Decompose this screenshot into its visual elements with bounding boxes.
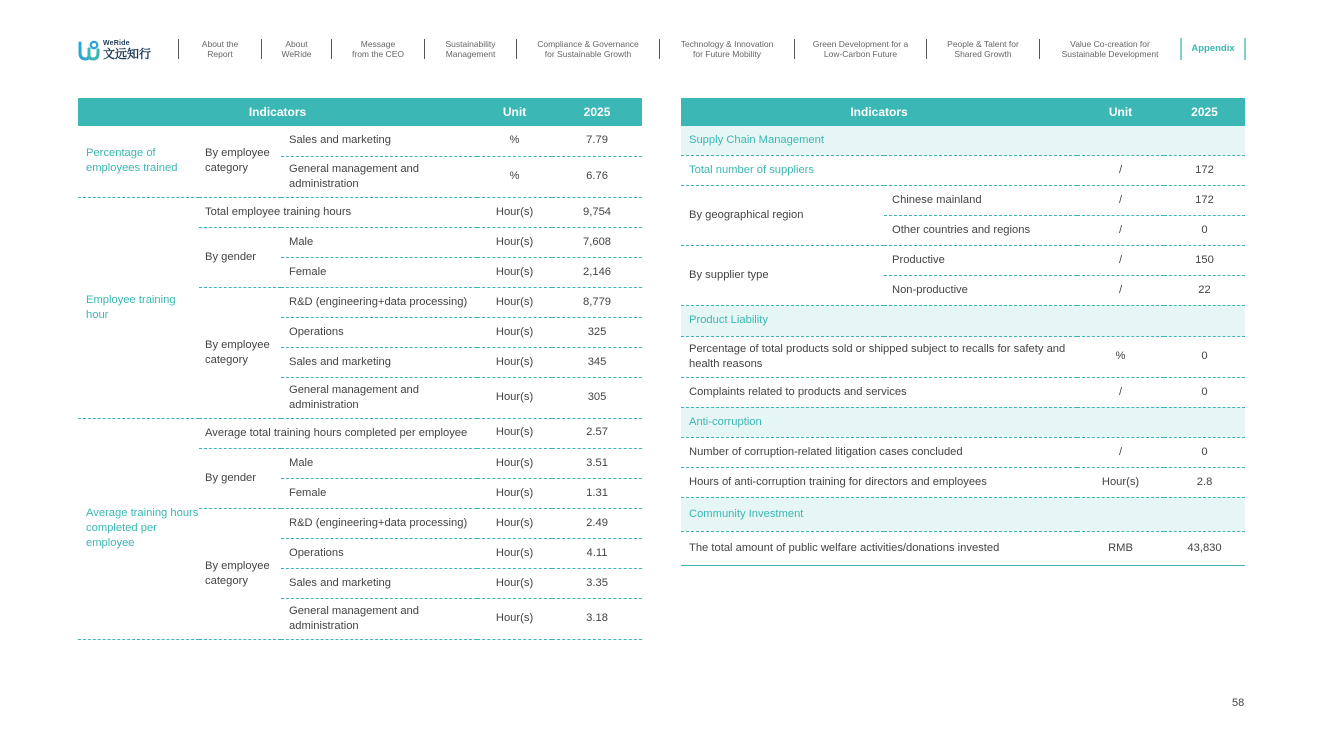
row-unit: Hour(s) xyxy=(477,568,552,598)
row-name: Productive xyxy=(884,245,1077,275)
section-row xyxy=(681,126,1245,155)
nav-about-weride[interactable]: About WeRide xyxy=(281,39,312,59)
row-unit: Hour(s) xyxy=(477,347,552,377)
row-name: Non-productive xyxy=(884,275,1077,305)
row-name: General management and administration xyxy=(281,156,477,197)
row-name: Female xyxy=(281,478,477,508)
row-value: 172 xyxy=(1164,155,1245,185)
row-value: 305 xyxy=(552,377,642,418)
table-row xyxy=(681,377,1245,407)
row-unit: Hour(s) xyxy=(477,508,552,538)
row-unit: % xyxy=(477,156,552,197)
row-unit: Hour(s) xyxy=(477,257,552,287)
row-name: Average total training hours completed per employee xyxy=(199,418,477,448)
section-title: Community Investment xyxy=(681,497,1245,531)
nav-message-ceo[interactable]: Message from the CEO xyxy=(352,39,404,59)
row-unit: Hour(s) xyxy=(477,478,552,508)
row-name: Hours of anti-corruption training for directors and employees xyxy=(681,467,1077,497)
table-row xyxy=(681,336,1245,377)
row-value: 6.76 xyxy=(552,156,642,197)
group-label: By employee category xyxy=(199,287,281,418)
row-unit: / xyxy=(1077,437,1164,467)
row-value: 2.8 xyxy=(1164,467,1245,497)
row-unit: Hour(s) xyxy=(477,448,552,478)
row-unit: Hour(s) xyxy=(477,317,552,347)
row-name: Total number of suppliers xyxy=(681,155,1077,185)
indicator-label: Percentage of employees trained xyxy=(78,126,199,197)
row-unit: % xyxy=(1077,336,1164,377)
row-value: 2.49 xyxy=(552,508,642,538)
row-value: 3.51 xyxy=(552,448,642,478)
section-title: Supply Chain Management xyxy=(681,126,1245,155)
section-title: Product Liability xyxy=(681,305,1245,336)
row-name: General management and administration xyxy=(281,377,477,418)
row-unit: Hour(s) xyxy=(477,538,552,568)
row-unit: / xyxy=(1077,245,1164,275)
nav-value-cocreation[interactable]: Value Co-creation for Sustainable Development xyxy=(1061,39,1159,59)
nav-sustainability-management[interactable]: Sustainability Management xyxy=(445,39,496,59)
row-unit: RMB xyxy=(1077,531,1164,565)
section-row xyxy=(681,497,1245,531)
nav-compliance-governance[interactable]: Compliance & Governance for Sustainable Growth xyxy=(537,39,639,59)
row-name: Chinese mainland xyxy=(884,185,1077,215)
row-unit: Hour(s) xyxy=(1077,467,1164,497)
row-value: 7.79 xyxy=(552,126,642,156)
row-unit: Hour(s) xyxy=(477,197,552,227)
row-unit: % xyxy=(477,126,552,156)
row-value: 9,754 xyxy=(552,197,642,227)
row-value: 8,779 xyxy=(552,287,642,317)
group-label: By employee category xyxy=(199,508,281,639)
row-value: 3.35 xyxy=(552,568,642,598)
nav-about-report[interactable]: About the Report xyxy=(201,39,239,59)
row-name: Sales and marketing xyxy=(281,347,477,377)
nav-appendix[interactable]: Appendix xyxy=(1191,43,1235,54)
row-name: Total employee training hours xyxy=(199,197,477,227)
header-unit: Unit xyxy=(1077,98,1164,126)
row-name: Operations xyxy=(281,317,477,347)
row-name: Male xyxy=(281,448,477,478)
row-value: 43,830 xyxy=(1164,531,1245,565)
header-year: 2025 xyxy=(552,98,642,126)
row-value: 2,146 xyxy=(552,257,642,287)
row-value: 0 xyxy=(1164,377,1245,407)
row-value: 1.31 xyxy=(552,478,642,508)
supply-chain-indicators-table xyxy=(681,98,1245,566)
row-value: 172 xyxy=(1164,185,1245,215)
row-value: 7,608 xyxy=(552,227,642,257)
row-unit: / xyxy=(1077,377,1164,407)
weride-logo[interactable] xyxy=(78,38,151,62)
section-title: Anti-corruption xyxy=(681,407,1245,437)
row-value: 2.57 xyxy=(552,418,642,448)
row-unit: Hour(s) xyxy=(477,227,552,257)
table-row xyxy=(681,185,1245,215)
group-label: By employee category xyxy=(199,126,281,197)
row-name: Other countries and regions xyxy=(884,215,1077,245)
group-label: By supplier type xyxy=(681,245,884,305)
row-name: Sales and marketing xyxy=(281,126,477,156)
group-label: By geographical region xyxy=(681,185,884,245)
table-row xyxy=(681,467,1245,497)
logo-cn-text: 文远知行 xyxy=(103,47,152,61)
group-label: By gender xyxy=(199,227,281,287)
row-value: 3.18 xyxy=(552,598,642,639)
training-indicators-table xyxy=(78,98,642,640)
row-value: 0 xyxy=(1164,336,1245,377)
row-value: 150 xyxy=(1164,245,1245,275)
row-name: Percentage of total products sold or shipped subject to recalls for safety and health reasons xyxy=(681,336,1077,377)
row-name: Female xyxy=(281,257,477,287)
row-value: 345 xyxy=(552,347,642,377)
row-name: General management and administration xyxy=(281,598,477,639)
row-unit: / xyxy=(1077,185,1164,215)
section-row xyxy=(681,305,1245,336)
row-name: Number of corruption-related litigation cases concluded xyxy=(681,437,1077,467)
row-unit: / xyxy=(1077,215,1164,245)
table-row xyxy=(78,418,642,448)
section-row xyxy=(681,407,1245,437)
row-name: Sales and marketing xyxy=(281,568,477,598)
row-name: Complaints related to products and services xyxy=(681,377,1077,407)
row-name: The total amount of public welfare activities/donations invested xyxy=(681,531,1077,565)
table-row xyxy=(78,197,642,227)
nav-green-development[interactable]: Green Development for a Low-Carbon Future xyxy=(812,39,909,59)
nav-people-talent[interactable]: People & Talent for Shared Growth xyxy=(947,39,1019,59)
nav-technology-innovation[interactable]: Technology & Innovation for Future Mobility xyxy=(680,39,774,59)
row-name: Male xyxy=(281,227,477,257)
row-unit: Hour(s) xyxy=(477,418,552,448)
row-value: 325 xyxy=(552,317,642,347)
row-unit: / xyxy=(1077,155,1164,185)
row-value: 0 xyxy=(1164,215,1245,245)
indicator-label: Employee training hour xyxy=(78,197,199,418)
row-unit: Hour(s) xyxy=(477,598,552,639)
row-value: 0 xyxy=(1164,437,1245,467)
row-value: 4.11 xyxy=(552,538,642,568)
row-value: 22 xyxy=(1164,275,1245,305)
table-row xyxy=(78,126,642,156)
row-name: Operations xyxy=(281,538,477,568)
row-name: R&D (engineering+data processing) xyxy=(281,508,477,538)
weride-logo-icon xyxy=(78,39,100,61)
row-unit: Hour(s) xyxy=(477,377,552,418)
row-name: R&D (engineering+data processing) xyxy=(281,287,477,317)
group-label: By gender xyxy=(199,448,281,508)
table-row xyxy=(681,245,1245,275)
row-unit: / xyxy=(1077,275,1164,305)
table-row xyxy=(681,531,1245,565)
header-unit: Unit xyxy=(477,98,552,126)
logo-en-text: WeRide xyxy=(103,40,130,47)
row-unit: Hour(s) xyxy=(477,287,552,317)
table-row xyxy=(681,155,1245,185)
table-row xyxy=(681,437,1245,467)
header-indicators: Indicators xyxy=(78,98,477,126)
header-year: 2025 xyxy=(1164,98,1245,126)
indicator-label: Average training hours completed per employee xyxy=(78,418,199,639)
header-indicators: Indicators xyxy=(681,98,1077,126)
page-number: 58 xyxy=(1232,697,1245,709)
